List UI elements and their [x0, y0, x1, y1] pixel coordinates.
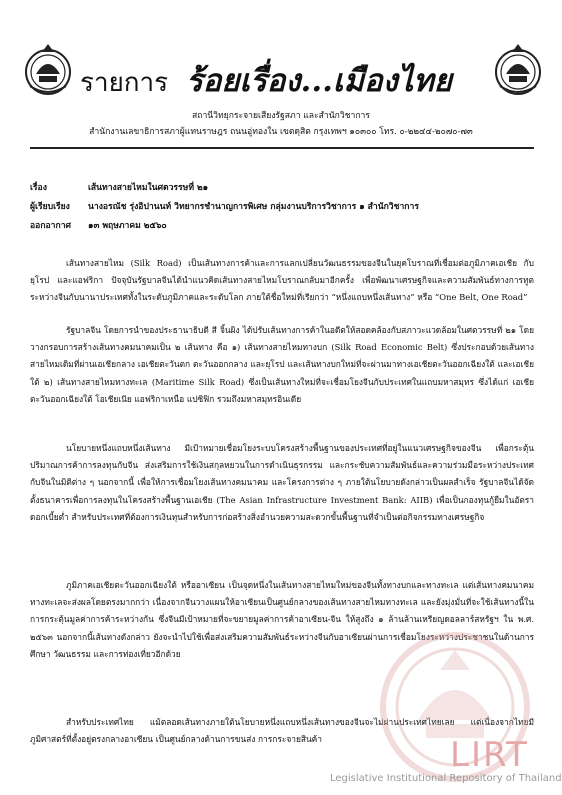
meta-value: เส้นทางสายไหมในศตวรรษที่ ๒๑ — [88, 183, 209, 193]
meta-label: เรื่อง — [30, 183, 47, 193]
title-main: ร้อยเรื่อง...เมืองไทย — [186, 63, 452, 99]
body-paragraph-3: นโยบายหนึ่งแถบหนึ่งเส้นทาง มีเป้าหมายเชื่อมโยงระบบโครงสร้างพื้นฐานของประเทศที่อยู่ในแนวเศรษฐกิจของจีน เพื่อกระตุ้นปริมาณการค้าการลงทุนกับจีน ส่งเสริมการใช้เงินสกุลหยวนในการดำเนินธุรกรรม และกระชับความสัมพันธ์และความร่วมมือระหว่างประเทศกับจีนในมิติต่าง ๆ นอกจากนี้ เพื่อให้การเชื่อมโยงเส้นทางคมนาคม และโครงการต่าง ๆ ภายใต้นโยบายดังกล่าวเป็นผลสำเร็จ รัฐบาลจีนได้จัดตั้งธนาคารเพื่อการลงทุนในโครงสร้างพื้นฐานเอเชีย (The Asian Infrastructure Investment Bank: AIIB) เพื่อเป็นกองทุนกู้ยืมในอัตราดอกเบี้ยต่ำ สำหรับประเทศที่ต้องการเงินทุนสำหรับการก่อสร้างสิ่งอำนวยความสะดวกขั้นพื้นฐานที่จำเป็นต่อกิจกรรมทางเศรษฐกิจ — [30, 443, 534, 522]
org-line: สถานีวิทยุกระจายเสียงรัฐสภา และสำนักวิชาการ — [192, 111, 370, 121]
meta-label: ผู้เรียบเรียง — [30, 202, 70, 212]
watermark-repository: Legislative Institutional Repository of Thailand — [330, 773, 562, 784]
header-divider — [30, 147, 534, 149]
meta-label: ออกอากาศ — [30, 221, 71, 231]
body-paragraph-1: เส้นทางสายไหม (Silk Road) เป็นเส้นทางการค้าและการแลกเปลี่ยนวัฒนธรรมของจีนในยุคโบราณที่เชื่อมต่อภูมิภาคเอเชีย กับยุโรป และแอฟริกา ปัจจุบันรัฐบาลจีนได้นำแนวคิดเส้นทางสายไหมโบราณกลับมาอีกครั้ง เพื่อพัฒนาเศรษฐกิจและความสัมพันธ์ทางการทูตระหว่างจีนกับนานาประเทศทั้งในระดับภูมิภาคและระดับโลก ภายใต้ชื่อใหม่ที่เรียกว่า “หนึ่งแถบหนึ่งเส้นทาง” หรือ “One Belt, One Road” — [30, 258, 534, 303]
body-paragraph-2: รัฐบาลจีน โดยการนำของประธานาธิบดี สี จิ้นผิง ได้ปรับเส้นทางการค้าในอดีตให้สอดคล้องกับสภาวะแวดล้อมในศตวรรษที่ ๒๑ โดยวางกรอบการสร้างเส้นทางคมนาคมเป็น ๒ เส้นทาง คือ ๑) เส้นทางสายไหมทางบก (Silk Road Economic Belt) ซึ่งประกอบด้วยเส้นทางสายไหมเดิมที่ผ่านเอเชียกลาง เอเชียตะวันตก ตะวันออกกลาง และยุโรป และเส้นทางบกใหม่ที่จะผ่านมาทางเอเชียตะวันออกเฉียงใต้ และเอเชียใต้ ๒) เส้นทางสายไหมทางทะเล (Maritime Silk Road) ซึ่งเป็นเส้นทางใหม่ที่จะเชื่อมโยงจีนกับประเทศในแถบมหาสมุทร ซึ่งได้แก่ เอเชียตะวันออกเฉียงใต้ โอเชียเนีย แอฟริกาเหนือ แปซิฟิก รวมถึงมหาสมุทรอินเดีย — [30, 325, 534, 404]
program-title — [80, 55, 490, 105]
watermark-logo-text: LIRT — [450, 735, 529, 775]
title-prefix: รายการ — [80, 68, 169, 98]
meta-value: ๑๓ พฤษภาคม ๒๕๖๐ — [88, 221, 167, 231]
radio-station-emblem-icon — [492, 42, 544, 100]
parliament-emblem-icon — [22, 42, 74, 100]
meta-row-subject — [30, 180, 540, 194]
meta-row-broadcast — [30, 218, 540, 232]
body-paragraph-4: ภูมิภาคเอเชียตะวันออกเฉียงใต้ หรืออาเซียน เป็นจุดหนึ่งในเส้นทางสายไหมใหม่ของจีนทั้งทางบกและทางทะเล แต่เส้นทางคมนาคมทางทะเลจะส่งผลโดยตรงมากกว่า เนื่องจากจีนวางแผนให้อาเซียนเป็นศูนย์กลางของเส้นทางสายไหมทางทะเล และยังมุ่งมั่นที่จะใช้เส้นทางนี้ในการกระตุ้นมูลค่าการค้าระหว่างกัน ซึ่งจีนมีเป้าหมายที่จะขยายมูลค่าการค้าอาเซียน-จีน ให้สูงถึง ๑ ล้านล้านเหรียญดอลลาร์สหรัฐฯ ใน พ.ศ. ๒๕๖๓ นอกจากนี้เส้นทางดังกล่าว ยังจะนำไปใช้เพื่อส่งเสริมความสัมพันธ์ระหว่างจีนกับอาเซียนผ่านการเชื่อมโยงระหว่างประชาชนในด้านการศึกษา วัฒนธรรม และการท่องเที่ยวอีกด้วย — [30, 580, 534, 659]
address-line: สำนักงานเลขาธิการสภาผู้แทนราษฎร ถนนอู่ทองใน เขตดุสิต กรุงเทพฯ ๑๐๓๐๐ โทร. ๐-๒๒๔๔-๒๐๗๐-๗๓ — [89, 127, 473, 137]
body-paragraph-5: สำหรับประเทศไทย แม้ตลอดเส้นทางภายใต้นโยบายหนึ่งแถบหนึ่งเส้นทางของจีนจะไม่ผ่านประเทศไทยเลย แต่เนื่องจากไทยมีภูมิศาสตร์ที่ตั้งอยู่ตรงกลางอาเซียน เป็นศูนย์กลางด้านการขนส่ง การกระจายสินค้า — [30, 717, 534, 745]
meta-value: นางอรณัช รุ่งอิปานนท์ วิทยากรชำนาญการพิเศษ กลุ่มงานบริการวิชาการ ๑ สำนักวิชาการ — [88, 202, 419, 212]
meta-row-author — [30, 199, 540, 213]
